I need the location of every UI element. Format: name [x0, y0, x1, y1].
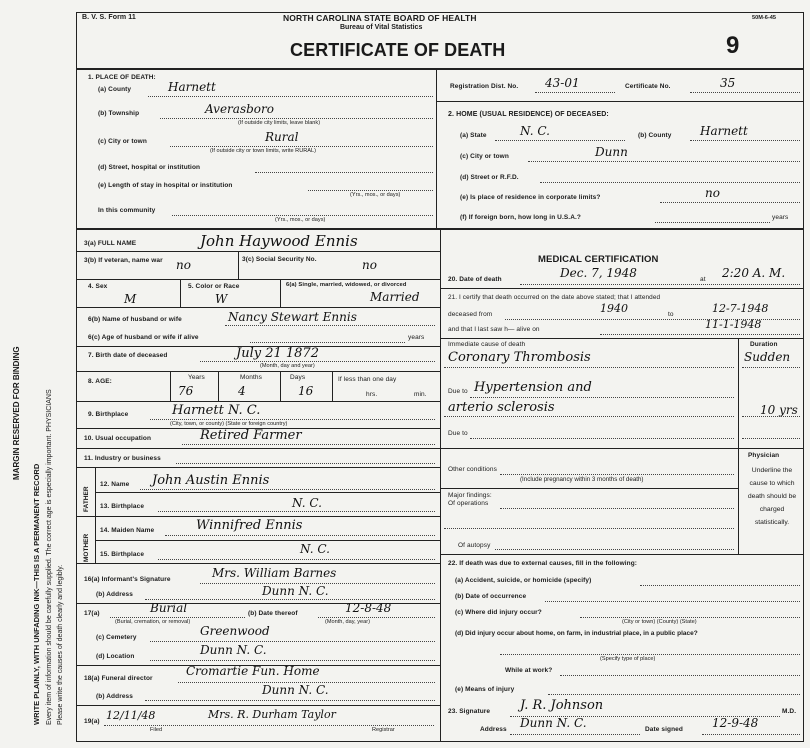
informant-addr-value: Dunn N. C.: [262, 584, 329, 598]
place-county-value: Harnett: [168, 80, 216, 94]
date-signed-label: Date signed: [645, 726, 683, 733]
place-city-label: (c) City or town: [98, 138, 147, 145]
burial-value: Burial: [150, 601, 188, 615]
birthplace-label: 9. Birthplace: [88, 411, 129, 418]
spouse-label: 6(b) Name of husband or wife: [88, 316, 182, 323]
informant-addr-label: (b) Address: [96, 591, 133, 598]
margin-info-note: Every item of information should be carefully supplied. The correct age is especially important. PHYSICIANS: [46, 389, 53, 725]
to-label: to: [668, 311, 674, 318]
sex-value: M: [124, 292, 137, 306]
occurrence-label: (b) Date of occurrence: [455, 593, 527, 600]
father-bp-label: 13. Birthplace: [100, 503, 145, 510]
reg-dist-label: Registration Dist. No.: [450, 83, 519, 90]
certificate-title: CERTIFICATE OF DEATH: [290, 40, 506, 60]
last-seen-value: 11-1-1948: [705, 318, 762, 331]
veteran-label: 3(b) If veteran, name war: [84, 257, 163, 264]
dueto2-label: Due to: [448, 430, 468, 437]
home-state-label: (a) State: [460, 132, 487, 139]
duration-label: Duration: [750, 341, 778, 348]
reg-cert-label: Certificate No.: [625, 83, 671, 90]
place-city-note: (If outside city or town limits, write RURAL): [210, 148, 316, 154]
birthplace-value: Harnett N. C.: [172, 403, 261, 418]
father-name-value: John Austin Ennis: [152, 473, 270, 488]
signature-suffix: M.D.: [782, 708, 797, 715]
home-limits-label: (e) Is place of residence in corporate limits?: [460, 194, 601, 201]
filing-label: 19(a): [84, 718, 100, 725]
cemetery-value: Greenwood: [200, 624, 270, 638]
race-label: 5. Color or Race: [188, 283, 240, 290]
dueto1b-value: arterio sclerosis: [448, 400, 555, 415]
veteran-value: no: [176, 258, 191, 272]
birthdate-value: July 21 1872: [236, 346, 319, 361]
age-label: 8. AGE:: [88, 378, 112, 385]
informant-sig-value: Mrs. William Barnes: [212, 566, 337, 580]
place-county-label: (a) County: [98, 86, 132, 93]
signature-label: 23. Signature: [448, 708, 491, 715]
bureau-name: Bureau of Vital Statistics: [340, 24, 423, 31]
page-number: 9: [726, 32, 740, 59]
min-label: min.: [414, 391, 427, 398]
ssn-label: 3(c) Social Security No.: [242, 256, 317, 263]
place-community-label: In this community: [98, 207, 156, 214]
accident-label: (a) Accident, suicide, or homicide (specify): [455, 577, 592, 584]
burial-label: 17(a): [84, 610, 100, 617]
marital-label: 6(a) Single, married, widowed, or divorced: [286, 282, 407, 288]
location-value: Dunn N. C.: [200, 643, 267, 657]
birthdate-note: (Month, day and year): [260, 363, 315, 369]
marital-value: Married: [370, 290, 420, 304]
spouse-age-label: 6(c) Age of husband or wife if alive: [88, 334, 199, 341]
hrs-label: hrs.: [366, 391, 378, 398]
home-city-label: (c) City or town: [460, 153, 509, 160]
means-label: (e) Means of injury: [455, 686, 515, 693]
where-label: (c) Where did injury occur?: [455, 609, 542, 616]
other-note: (Include pregnancy within 3 months of death): [520, 476, 644, 483]
cemetery-label: (c) Cemetery: [96, 634, 137, 641]
death-time-value: 2:20 A. M.: [722, 266, 786, 280]
informant-sig-label: 16(a) Informant's Signature: [84, 576, 171, 583]
birthdate-label: 7. Birth date of deceased: [88, 352, 168, 359]
dispo-date-value: 12-8-48: [345, 601, 392, 615]
occupation-label: 10. Usual occupation: [84, 435, 152, 442]
last-seen-label: and that I last saw h— alive on: [448, 326, 540, 333]
death-date-value: Dec. 7, 1948: [560, 266, 637, 280]
filing-registrar: Mrs. R. Durham Taylor: [208, 708, 336, 721]
sig-addr-value: Dunn N. C.: [520, 716, 587, 730]
work-label: While at work?: [505, 667, 553, 674]
home-county-value: Harnett: [700, 124, 748, 138]
margin-legible-note: Please write the causes of death clearly and legibly.: [57, 564, 64, 725]
months-label: Months: [240, 374, 262, 381]
sig-addr-label: Address: [480, 726, 507, 733]
home-limits-value: no: [705, 186, 720, 200]
dueto-label: Due to: [448, 388, 468, 395]
physician-heading: Physician: [748, 452, 780, 459]
location-label: (d) Location: [96, 653, 135, 660]
death-time-label: at: [700, 276, 706, 283]
mother-bp-label: 15. Birthplace: [100, 551, 145, 558]
reg-cert-value: 35: [720, 76, 736, 90]
father-name-label: 12. Name: [100, 481, 130, 488]
industry-label: 11. Industry or business: [84, 455, 161, 462]
home-injury-label: (d) Did injury occur about home, on farm, in industrial place, in a public place?: [455, 630, 698, 637]
immediate-value: Coronary Thrombosis: [448, 350, 591, 365]
name-value: John Haywood Ennis: [200, 232, 358, 250]
margin-binding-note: MARGIN RESERVED FOR BINDING: [12, 346, 21, 480]
place-heading: 1. PLACE OF DEATH:: [88, 74, 156, 81]
form-number: B. V. S. Form 11: [82, 14, 136, 21]
agency-name: NORTH CAROLINA STATE BOARD OF HEALTH: [283, 13, 477, 23]
to-value: 12-7-1948: [712, 302, 769, 315]
years-value: 76: [178, 384, 194, 398]
place-township-label: (b) Township: [98, 110, 140, 117]
place-township-value: Averasboro: [205, 102, 274, 116]
lessday-label: If less than one day: [338, 376, 397, 383]
mother-bp-value: N. C.: [300, 542, 330, 556]
filed-label: Filed: [150, 727, 163, 733]
place-city-value: Rural: [265, 130, 299, 144]
spouse-value: Nancy Stewart Ennis: [228, 310, 357, 324]
funeral-addr-label: (b) Address: [96, 693, 133, 700]
place-length-units: (Yrs., mos., or days): [350, 192, 401, 198]
place-community-units: (Yrs., mos., or days): [275, 217, 326, 223]
date-signed-value: 12-9-48: [712, 716, 759, 730]
days-value: 16: [298, 384, 314, 398]
funeral-label: 18(a) Funeral director: [84, 675, 153, 682]
occupation-value: Retired Farmer: [200, 428, 302, 443]
home-state-value: N. C.: [520, 124, 550, 138]
reg-dist-value: 43-01: [545, 76, 580, 90]
home-city-value: Dunn: [595, 145, 628, 159]
spouse-age-units: years: [408, 334, 425, 341]
dueto1-value: Hypertension and: [474, 380, 592, 395]
months-value: 4: [238, 384, 246, 398]
immediate-label: Immediate cause of death: [448, 341, 526, 348]
home-street-label: (d) Street or R.F.D.: [460, 174, 519, 181]
external-heading: 22. If death was due to external causes, fill in the following:: [448, 560, 638, 567]
medical-heading: MEDICAL CERTIFICATION: [538, 254, 659, 265]
father-tag: FATHER: [83, 486, 90, 512]
home-county-label: (b) County: [638, 132, 672, 139]
home-foreign-label: (f) If foreign born, how long in U.S.A.?: [460, 214, 581, 221]
ssn-value: no: [362, 258, 377, 272]
where-note: (City or town) (County) (State): [622, 619, 697, 625]
place-street-label: (d) Street, hospital or institution: [98, 164, 201, 171]
stock-number: 50M-6-45: [752, 15, 776, 21]
sex-label: 4. Sex: [88, 283, 108, 290]
home-foreign-units: years: [772, 214, 789, 221]
signature-value: J. R. Johnson: [520, 698, 604, 713]
margin-ink-note: WRITE PLAINLY, WITH UNFADING INK—THIS IS A PERMANENT RECORD: [32, 463, 41, 725]
filing-date: 12/11/48: [106, 709, 156, 722]
funeral-value: Cromartie Fun. Home: [186, 664, 320, 678]
mother-name-value: Winnifred Ennis: [196, 518, 303, 533]
days-label: Days: [290, 374, 306, 381]
place-length-label: (e) Length of stay in hospital or institution: [98, 182, 233, 189]
attend-text: 21. I certify that death occurred on the date above stated; that I attended: [448, 294, 661, 301]
burial-note: (Burial, cremation, or removal): [115, 619, 191, 625]
funeral-addr-value: Dunn N. C.: [262, 683, 329, 697]
father-bp-value: N. C.: [292, 496, 322, 510]
deceased-from-label: deceased from: [448, 311, 493, 318]
home-heading: 2. HOME (USUAL RESIDENCE) OF DECEASED:: [448, 111, 609, 118]
race-value: W: [215, 292, 228, 306]
operations-label: Of operations: [448, 500, 489, 507]
autopsy-label: Of autopsy: [458, 542, 491, 549]
death-date-label: 20. Date of death: [448, 276, 502, 283]
birthplace-note: (City, town, or county) (State or foreign country): [170, 421, 288, 427]
mother-tag: MOTHER: [83, 533, 90, 562]
deceased-from-value: 1940: [600, 302, 628, 315]
place-township-note: (If outside city limits, leave blank): [238, 120, 321, 126]
dispo-date-note: (Month, day, year): [325, 619, 370, 625]
name-label: 3(a) FULL NAME: [84, 240, 137, 247]
major-label: Major findings:: [448, 492, 492, 499]
mother-name-label: 14. Maiden Name: [100, 527, 155, 534]
years-label: Years: [188, 374, 205, 381]
other-label: Other conditions: [448, 466, 497, 473]
dueto1-duration: 10 yrs: [760, 403, 798, 417]
physician-note: Underline the cause to which death should be charged statistically.: [747, 467, 797, 526]
place-type-note: (Specify type of place): [600, 656, 656, 662]
dispo-date-label: (b) Date thereof: [248, 610, 298, 617]
registrar-label: Registrar: [372, 727, 395, 733]
immediate-duration: Sudden: [744, 350, 791, 364]
